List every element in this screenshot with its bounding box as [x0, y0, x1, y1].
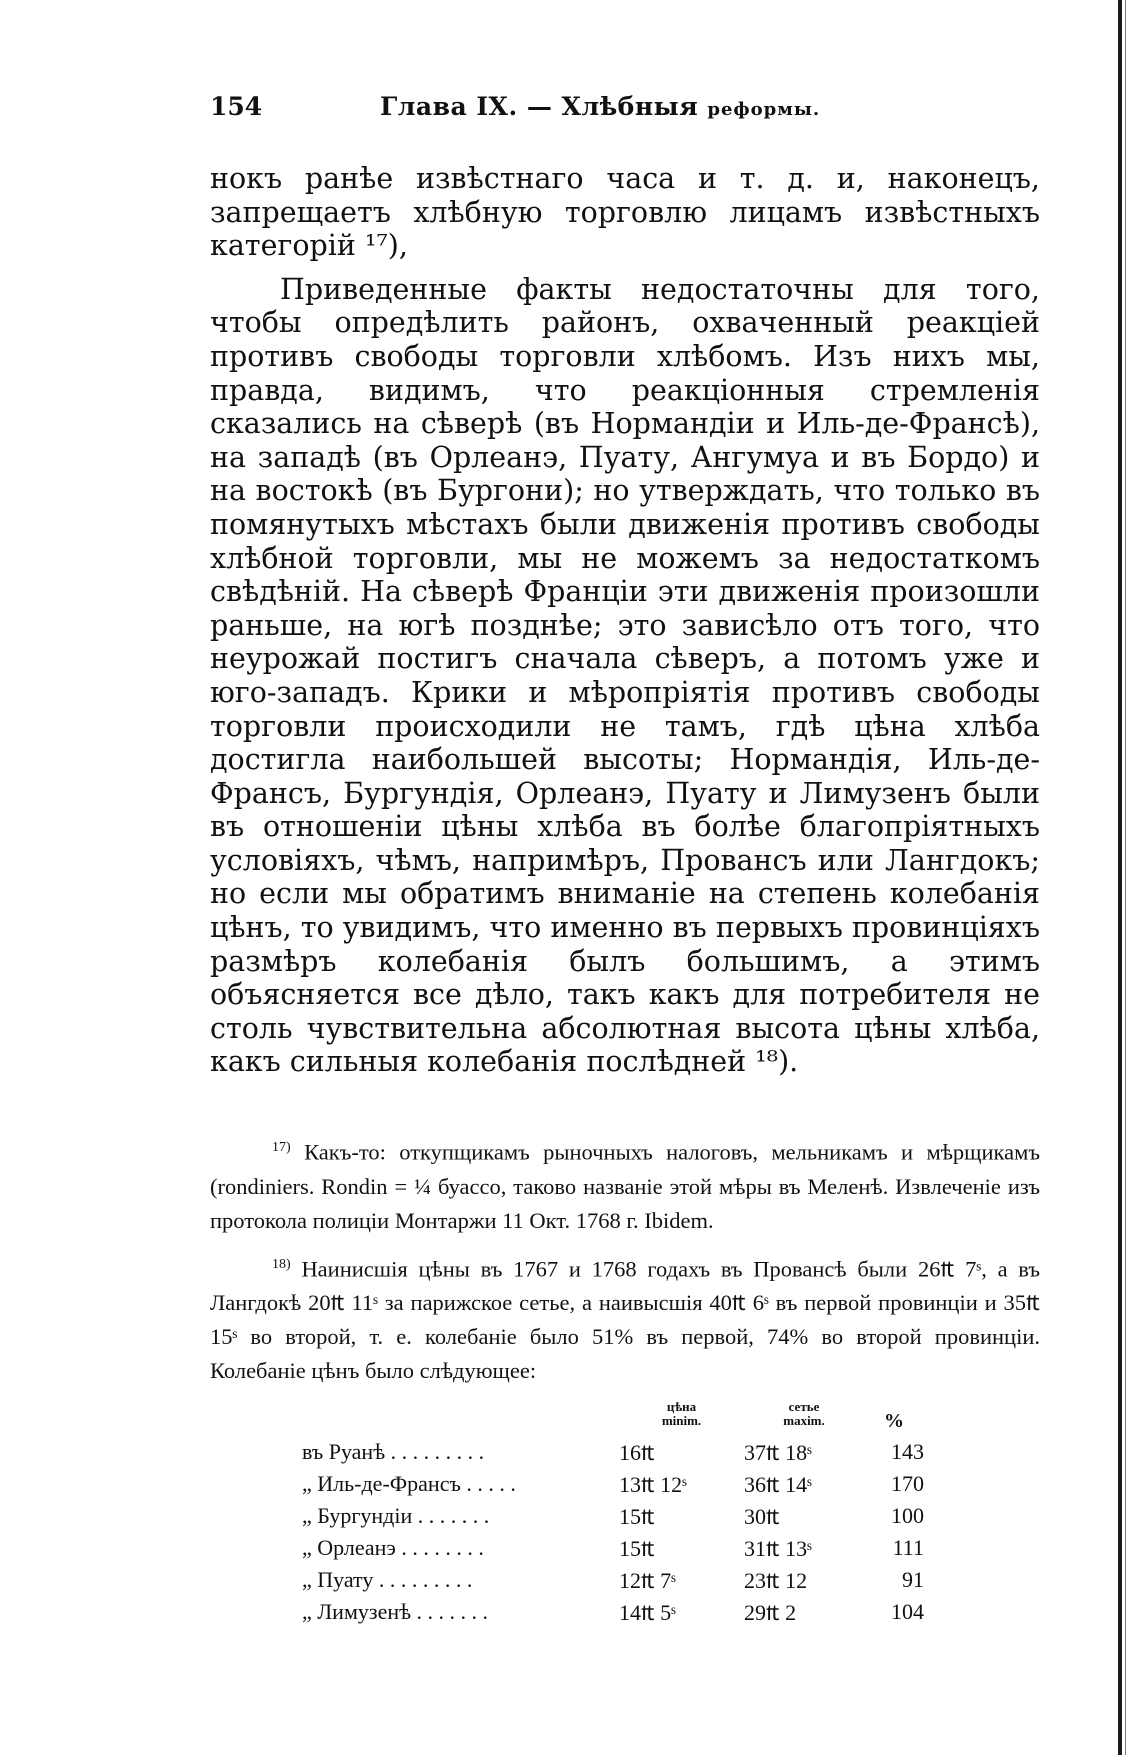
- cell-pct: 111: [892, 1535, 924, 1561]
- footnote-17: [210, 1131, 1040, 1238]
- header-min: [619, 1400, 744, 1436]
- cell-min: 15₶: [619, 1536, 655, 1562]
- footnote-17-mark: 17): [272, 1140, 291, 1156]
- price-table: [302, 1400, 924, 1628]
- footnotes: [210, 1131, 1040, 1388]
- paragraph-main: Приведенные факты недостаточны для того, чтобы опредѣлить районъ, охваченный реакціей противъ свободы торговли хлѣбомъ. Изъ нихъ мы, правда, видимъ, что реакціонныя стремленія сказались на сѣверѣ (въ Нормандіи и Иль-де-Франсѣ), на западѣ (въ Орлеанэ, Пуату, Ангумуа и въ Бордо) и на востокѣ (въ Бургони); но утверждать, что только въ помянутыхъ мѣстахъ были движенія противъ свободы хлѣбной торговли, мы не можемъ за недостаткомъ свѣдѣній. На сѣверѣ Франціи эти движенія произошли раньше, на югѣ позднѣе; это зависѣло отъ того, что неурожай постигъ сначала сѣверъ, а потомъ уже и юго-западъ. Крики и мѣропріятія противъ свободы торговли происходили не тамъ, гдѣ цѣна хлѣба достигла наибольшей высоты; Нормандія, Иль-де-Франсъ, Бургундія, Орлеанэ, Пуату и Лимузенъ были въ отношеніи цѣны хлѣба въ болѣе благопріятныхъ условіяхъ, чѣмъ, напримѣръ, Провансъ или Лангдокъ; но если мы обратимъ вниманіе на степень колебанія цѣнъ, то увидимъ, что именно въ первыхъ провинціяхъ размѣръ колебанія былъ большимъ, а этимъ объясняется все дѣло, такъ какъ для потребителя не столь чувствительна абсолютная высота цѣны хлѣба, какъ сильныя колебанія послѣдней ¹⁸).: [210, 272, 1040, 1079]
- cell-place: „ Орлеанэ . . . . . . . .: [302, 1535, 484, 1561]
- cell-min: 13₶ 12ˢ: [619, 1472, 687, 1498]
- cell-max: 37₶ 18ˢ: [744, 1440, 812, 1466]
- cell-max: 31₶ 13ˢ: [744, 1536, 812, 1562]
- footnote-18-mark: 18): [272, 1256, 291, 1272]
- page-edge-line: [1118, 0, 1122, 1755]
- table-row: [302, 1564, 924, 1596]
- cell-place: „ Лимузенѣ . . . . . . .: [302, 1599, 489, 1625]
- cell-place: „ Иль-де-Франсъ . . . . .: [302, 1471, 516, 1497]
- table-row: [302, 1468, 924, 1500]
- cell-pct: 91: [902, 1567, 924, 1593]
- cell-min: 15₶: [619, 1504, 655, 1530]
- chapter-title: [380, 92, 820, 121]
- cell-max: 23₶ 12: [744, 1568, 808, 1594]
- header-min-line1: цѣна: [666, 1399, 697, 1415]
- header-place: [302, 1400, 619, 1436]
- page-edge-line-thin: [1125, 0, 1126, 1755]
- chapter-title-small: реформы.: [707, 99, 821, 120]
- table-row: [302, 1436, 924, 1468]
- table-row: [302, 1500, 924, 1532]
- cell-min: 16₶: [619, 1440, 655, 1466]
- table-row: [302, 1532, 924, 1564]
- cell-place: „ Пуату . . . . . . . . .: [302, 1567, 473, 1593]
- header-max-line2: maxim.: [783, 1413, 825, 1429]
- cell-pct: 170: [891, 1471, 924, 1497]
- header-min-line2: minim.: [661, 1413, 702, 1429]
- cell-max: 30₶: [744, 1504, 780, 1530]
- price-table-header: [302, 1400, 924, 1436]
- chapter-title-main: Глава IX. — Хлѣбныя: [380, 92, 699, 121]
- running-header: [210, 92, 1040, 132]
- cell-place: въ Руанѣ . . . . . . . . .: [302, 1439, 485, 1465]
- cell-max: 36₶ 14ˢ: [744, 1472, 812, 1498]
- cell-pct: 143: [891, 1439, 924, 1465]
- cell-place: „ Бургундіи . . . . . . .: [302, 1503, 490, 1529]
- header-max: [744, 1400, 864, 1436]
- page-number: 154: [210, 92, 263, 121]
- cell-min: 14₶ 5ˢ: [619, 1600, 676, 1626]
- paragraph-continuation: нокъ ранѣе извѣстнаго часа и т. д. и, наконецъ, запрещаетъ хлѣбную торговлю лицамъ извѣстныхъ категорій ¹⁷),: [210, 162, 1040, 263]
- footnote-18: [210, 1248, 1040, 1389]
- book-page: [210, 92, 1040, 1628]
- cell-pct: 104: [891, 1599, 924, 1625]
- footnote-17-text: Какъ-то: откупщикамъ рыночныхъ налоговъ, мельникамъ и мѣрщикамъ (rondiniers. Rondin = ¼ буассо, таково названіе этой мѣры въ Меленѣ. Извлеченіе изъ протокола полиціи Монтаржи 11 Окт. 1768 г. Ibidem.: [210, 1139, 1040, 1233]
- header-max-line1: сетье: [788, 1399, 820, 1415]
- cell-min: 12₶ 7ˢ: [619, 1568, 676, 1594]
- table-row: [302, 1596, 924, 1628]
- header-pct: %: [884, 1410, 904, 1433]
- cell-pct: 100: [891, 1503, 924, 1529]
- footnote-18-text: Наинисшія цѣны въ 1767 и 1768 годахъ въ Провансѣ были 26₶ 7ˢ, а въ Лангдокѣ 20₶ 11ˢ за парижское сетье, а наивысшія 40₶ 6ˢ въ первой провинціи и 35₶ 15ˢ во второй, т. е. колебаніе было 51% въ первой, 74% во второй провинціи. Колебаніе цѣнъ было слѣдующее:: [210, 1256, 1041, 1384]
- cell-max: 29₶ 2: [744, 1600, 797, 1626]
